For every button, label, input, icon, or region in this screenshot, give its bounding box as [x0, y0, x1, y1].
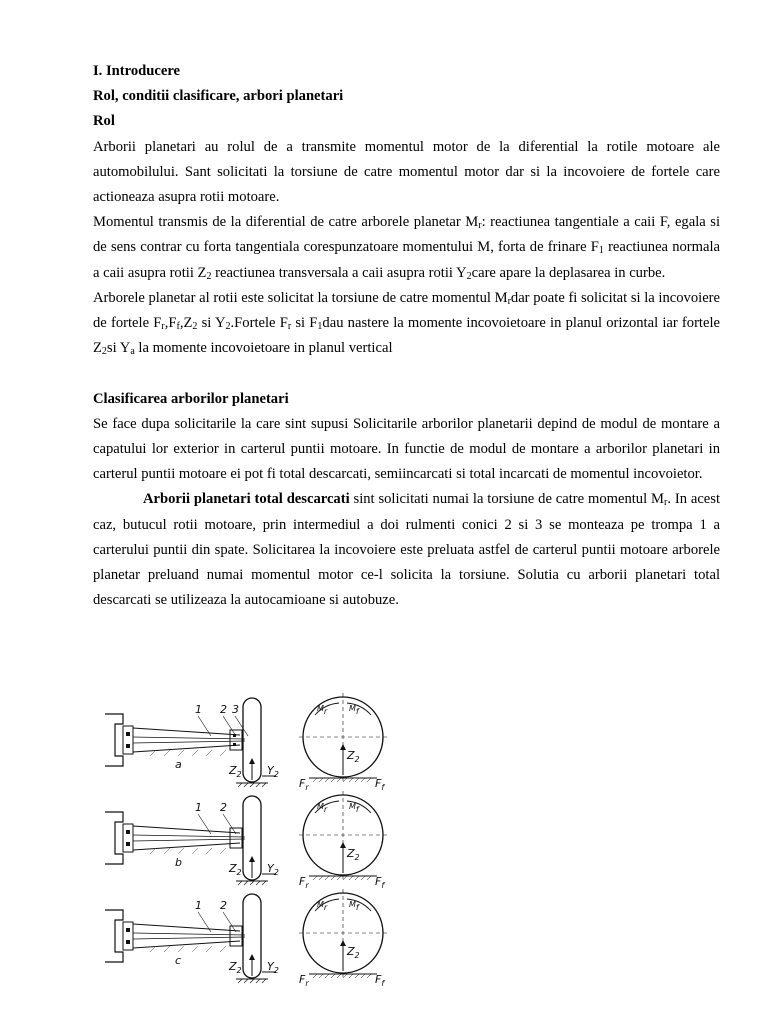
circle-ground-hatch [355, 974, 359, 978]
circle-ground-hatch [313, 876, 317, 880]
tube-hatch [178, 946, 184, 952]
circle-ground-hatch [361, 876, 365, 880]
callout-number-1: 1 [195, 703, 202, 716]
z2-label: $Z_2$ [229, 960, 242, 975]
circle-ground-hatch [343, 876, 347, 880]
y2-label: $Y_2$ [267, 764, 279, 779]
circle-ground-hatch [349, 876, 353, 880]
ground-hatch [256, 783, 260, 787]
mf-label: Mf [349, 802, 359, 814]
z-arrowhead [249, 856, 255, 862]
mf-label: Mf [349, 900, 359, 912]
circle-ground-hatch [361, 778, 365, 782]
planetary-shaft-line [133, 937, 245, 939]
circle-ground-hatch [355, 876, 359, 880]
circle-ground-hatch [337, 974, 341, 978]
axle-tube-line [133, 843, 240, 850]
tube-hatch [164, 848, 170, 854]
ground-hatch [262, 881, 266, 885]
fr-label: $F_r$ [299, 973, 309, 988]
ff-label: $F_f$ [375, 973, 385, 988]
ff-label: $F_f$ [375, 777, 385, 792]
circle-ground-hatch [331, 778, 335, 782]
tube-hatch [206, 848, 212, 854]
hub-bearing [230, 730, 242, 750]
hub-bearing [230, 828, 242, 848]
callout-number-2: 2 [220, 899, 227, 912]
row-letter-b: b [175, 856, 182, 869]
planetary-shaft-line [133, 741, 245, 743]
circle-ground-hatch [313, 778, 317, 782]
paragraph-moment-transmis: Momentul transmis de la diferential de catre arborele planetar $M_r$: reactiunea tangentiale a caii F, egala si de sens contrar cu forta tangentiala corespunzatoare momentului M, forta de frinare $F_1$ reactiunea normala a caii asupra rotii $Z_2$ reactiunea transversala a caii asupra rotii $Y_2care$ apare la deplasarea in curbe. [93, 214, 721, 282]
circle-z2-label: $Z_2$ [347, 847, 360, 862]
bolt [126, 744, 130, 748]
heading-clasificarea: Clasificarea arborilor planetari [93, 390, 289, 407]
figure-drawing [100, 690, 400, 990]
figure-row-c [105, 889, 387, 983]
ground-hatch [238, 979, 242, 983]
circle-ground-hatch [325, 778, 329, 782]
circle-z2-label: $Z_2$ [347, 945, 360, 960]
circle-ground-hatch [355, 778, 359, 782]
paragraph-arbore-solicitat: Arborele planetar al rotii este solicitat la torsiune de catre momentul $M_rdar$ poate fi solicitat si la incovoiere de fortele $F_r,F_f,Z_2$ si $Y_2.Fortele$ $F_r$ si $F_1dau$ nastere la momente incovoietoare in planul orizontal iar fortele $Z_2si$ $Y_a$ la momente incovoietoare in planul vertical [93, 289, 721, 358]
paragraph-rol: Arborii planetari au rolul de a transmite momentul motor de la diferential la rotile motoare ale automobilului. Sant solicitati la torsiune de catre momentul motor dar si la incovoiere de fortele care actioneaza asupra rotii motoare. [93, 138, 720, 206]
ground-hatch [244, 783, 248, 787]
circle-ground-hatch [349, 778, 353, 782]
mr-label: Mr [317, 704, 328, 716]
ground-hatch [256, 979, 260, 983]
callout-number-1: 1 [195, 801, 202, 814]
ground-hatch [250, 881, 254, 885]
tube-hatch [192, 750, 198, 756]
axle-tube-line [133, 826, 240, 833]
ground-hatch [238, 881, 242, 885]
circle-ground-hatch [367, 876, 371, 880]
bolt [126, 928, 130, 932]
bolt [126, 940, 130, 944]
bolt [126, 830, 130, 834]
hub-bearing [230, 926, 242, 946]
axle-tube-line [133, 924, 240, 931]
callout-number-2: 2 [220, 703, 227, 716]
fr-label: $F_r$ [299, 777, 309, 792]
document-body [93, 59, 720, 613]
z-arrowhead [249, 954, 255, 960]
row-letter-a: a [175, 758, 182, 771]
circle-ground-hatch [313, 974, 317, 978]
bearing-roller [233, 743, 236, 746]
tube-hatch [220, 848, 226, 854]
circle-ground-hatch [337, 778, 341, 782]
row-letter-c: c [175, 954, 182, 967]
mr-label: Mr [317, 802, 328, 814]
heading-rol: Rol [93, 113, 115, 130]
circle-ground-hatch [325, 974, 329, 978]
ground-hatch [256, 881, 260, 885]
circle-z-arrowhead [340, 744, 346, 750]
callout-number-1: 1 [195, 899, 202, 912]
housing-flange [123, 824, 133, 852]
circle-ground-hatch [367, 778, 371, 782]
paragraph-gap [93, 361, 720, 386]
circle-ground-hatch [343, 778, 347, 782]
y2-label: $Y_2$ [267, 960, 279, 975]
housing-bracket [105, 812, 123, 864]
mr-label: Mr [317, 900, 328, 912]
circle-ground-hatch [367, 974, 371, 978]
circle-ground-hatch [319, 974, 323, 978]
ground-hatch [250, 783, 254, 787]
paragraph-total-descarcati: Arborii planetari total descarcati sint solicitati numai la torsiune de catre momentul $M_r$. In acest caz, butucul rotii motoare, prin intermediul a doi rulmenti conici 2 si 3 se monteaza pe trompa 1 a carterului puntii din spate. Solicitarea la incovoiere este preluata astfel de carterul puntii motoare arborele planetar preluand numai momentul motor ce-l solicita la torsiune. Solutia cu arborii planetari total descarcati se utilizeaza la autocamioane si autobuze. [93, 491, 721, 609]
circle-z-arrowhead [340, 940, 346, 946]
tube-hatch [164, 946, 170, 952]
circle-ground-hatch [361, 974, 365, 978]
tube-hatch [206, 946, 212, 952]
housing-bracket [105, 714, 123, 766]
circle-ground-hatch [349, 974, 353, 978]
housing-bracket [105, 910, 123, 962]
y2-label: $Y_2$ [267, 862, 279, 877]
circle-ground-hatch [319, 876, 323, 880]
planetary-shaft-line [133, 737, 245, 739]
bolt [126, 732, 130, 736]
mf-label: Mf [349, 704, 359, 716]
axle-tube-line [133, 745, 240, 752]
ground-hatch [238, 783, 242, 787]
axle-tube-line [133, 941, 240, 948]
planetary-shaft-figure [100, 690, 400, 990]
callout-number-3: 3 [232, 703, 239, 716]
tube-hatch [220, 750, 226, 756]
tube-hatch [192, 848, 198, 854]
bolt [126, 842, 130, 846]
housing-flange [123, 726, 133, 754]
tube-hatch [178, 848, 184, 854]
ground-hatch [262, 979, 266, 983]
circle-z-arrowhead [340, 842, 346, 848]
ground-hatch [262, 783, 266, 787]
axle-tube-line [133, 728, 240, 735]
ground-hatch [244, 881, 248, 885]
circle-ground-hatch [343, 974, 347, 978]
paragraph-clasificare: Se face dupa solicitarile la care sint supusi Solicitarile arborilor planetarii depind de modul de montare a capatului lor exterior in carterul puntii motoare. In functie de modul de montare a arborilor planetari in carterul puntii motoare ei pot fi total descarcati, semiincarcati si total incarcati de momentul incovoietor. [93, 415, 720, 483]
circle-ground-hatch [337, 876, 341, 880]
circle-z2-label: $Z_2$ [347, 749, 360, 764]
z2-label: $Z_2$ [229, 862, 242, 877]
circle-ground-hatch [325, 876, 329, 880]
ground-hatch [250, 979, 254, 983]
tube-hatch [178, 750, 184, 756]
z2-label: $Z_2$ [229, 764, 242, 779]
circle-ground-hatch [331, 974, 335, 978]
fr-label: $F_r$ [299, 875, 309, 890]
ff-label: $F_f$ [375, 875, 385, 890]
figure-row-b [105, 791, 387, 885]
planetary-shaft-line [133, 839, 245, 841]
circle-ground-hatch [319, 778, 323, 782]
ground-hatch [244, 979, 248, 983]
heading-rol-clasificare: Rol, conditii clasificare, arbori planetari [93, 88, 344, 105]
tube-hatch [164, 750, 170, 756]
planetary-shaft-line [133, 835, 245, 837]
housing-flange [123, 922, 133, 950]
planetary-shaft-line [133, 933, 245, 935]
figure-row-a [105, 693, 387, 787]
tube-hatch [206, 750, 212, 756]
heading-introducere: I. Introducere [93, 63, 181, 79]
tube-hatch [220, 946, 226, 952]
tube-hatch [192, 946, 198, 952]
z-arrowhead [249, 758, 255, 764]
circle-ground-hatch [331, 876, 335, 880]
callout-number-2: 2 [220, 801, 227, 814]
